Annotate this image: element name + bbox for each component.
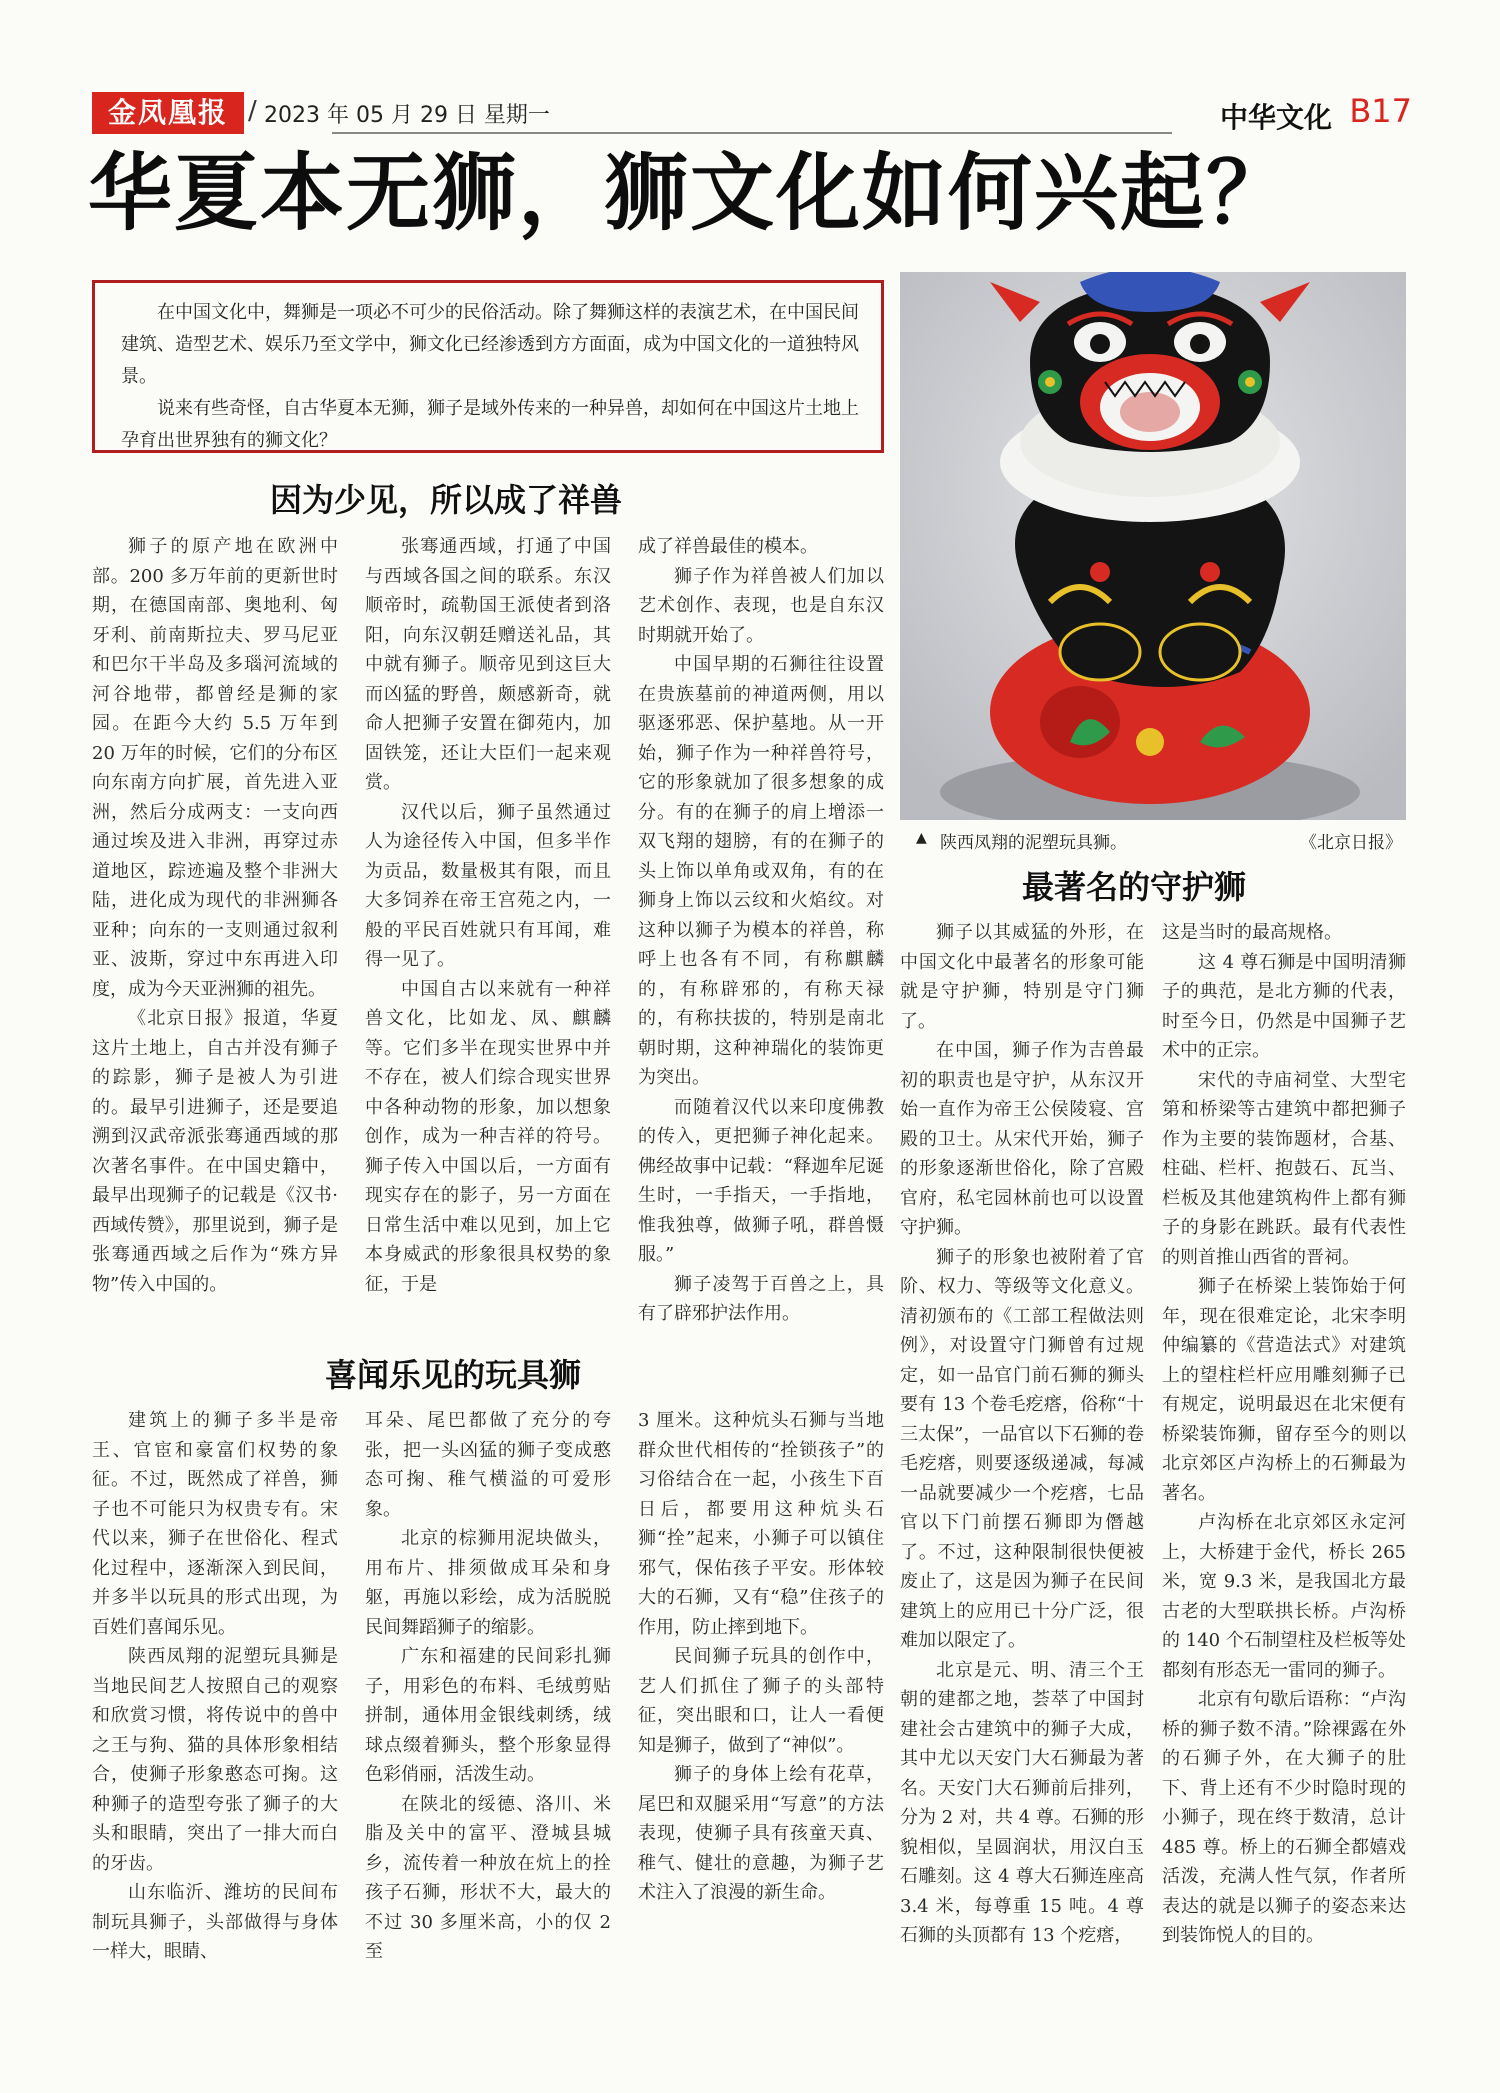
clay-lion-illustration: [900, 272, 1406, 820]
paragraph: 汉代以后，狮子虽然通过人为途径传入中国，但多半作为贡品，数量极其有限，而且大多饲养在帝王宫苑之内，一般的平民百姓就只有耳闻，难得一见了。: [365, 801, 611, 970]
paragraph: 3 厘米。这种炕头石狮与当地群众世代相传的“拴锁孩子”的习俗结合在一起，小孩生下百日后，都要用这种炕头石狮“拴”起来，小狮子可以镇住邪气，保佑孩子平安。形体较大的石狮，又有“稳”住孩子的作用，防止摔到地下。: [638, 1410, 884, 1638]
paragraph: 宋代的寺庙祠堂、大型宅第和桥梁等古建筑中都把狮子作为主要的装饰题材，合基、柱础、栏杆、抱鼓石、瓦当、栏板及其他建筑构件上都有狮子的身影在跳跃。最有代表性的则首推山西省的晋祠。: [1162, 1069, 1406, 1268]
section-1-columns: [92, 532, 884, 1342]
paragraph: 狮子凌驾于百兽之上，具有了辟邪护法作用。: [638, 1273, 884, 1324]
paragraph: 建筑上的狮子多半是帝王、官宦和豪富们权势的象征。不过，既然成了祥兽，狮子也不可能只为权贵专有。宋代以来，狮子在世俗化、程式化过程中，逐渐深入到民间，并多半以玩具的形式出现，为百姓们喜闻乐见。: [92, 1410, 338, 1638]
paragraph: 狮子在桥梁上装饰始于何年，现在很难定论，北宋李明仲编纂的《营造法式》对建筑上的望柱栏杆应用雕刻狮子已有规定，说明最迟在北宋便有桥梁装饰狮，留存至今的则以北京郊区卢沟桥上的石狮最为著名。: [1162, 1276, 1406, 1504]
paper-logo: 金凤凰报: [92, 92, 244, 134]
paragraph: 北京有句歇后语称：“卢沟桥的狮子数不清。”除裸露在外的石狮子外，在大狮子的肚下、背上还有不少时隐时现的小狮子，现在终于数清，总计485 尊。桥上的石狮全都嬉戏活泼，充满人性气氛，作者所表达的就是以狮子的姿态来达到装饰悦人的目的。: [1162, 1689, 1406, 1946]
intro-paragraph: 在中国文化中，舞狮是一项必不可少的民俗活动。除了舞狮这样的表演艺术，在中国民间建筑、造型艺术、娱乐乃至文学中，狮文化已经渗透到方方面面，成为中国文化的一道独特风景。: [121, 302, 859, 387]
masthead-rule: [332, 132, 1172, 134]
headline: 华夏本无狮，狮文化如何兴起？: [88, 144, 1293, 242]
issue-date: / 2023 年 05 月 29 日 星期一: [264, 98, 550, 129]
section-title-3: 喜闻乐见的玩具狮: [325, 1356, 582, 1394]
section-2-col-2: [1162, 918, 1406, 2048]
section-name: 中华文化: [1219, 101, 1332, 134]
photo-caption: [900, 826, 1406, 856]
caption-text: 陕西凤翔的泥塑玩具狮。: [940, 833, 1127, 853]
section-3-col-2: [365, 1406, 611, 2046]
section-1-col-3: [638, 532, 884, 1342]
paragraph: 北京是元、明、清三个王朝的建都之地，荟萃了中国封建社会古建筑中的狮子大成，其中尤以天安门大石狮最为著名。天安门大石狮前后排列，分为 2 对，共 4 尊。石狮的形貌相似，呈圆润状，用汉白玉石雕刻。这 4 尊大石狮连座高 3.4 米，每尊重 15 吨。4 尊石狮的头顶都有 13 个疙瘩，: [900, 1659, 1144, 1946]
paragraph: 民间狮子玩具的创作中，艺人们抓住了狮子的头部特征，突出眼和口，让人一看便知是狮子，做到了“神似”。: [638, 1646, 884, 1756]
intro-box: [92, 280, 884, 453]
intro-paragraph: 说来有些奇怪，自古华夏本无狮，狮子是域外传来的一种异兽，却如何在中国这片土地上孕育出世界独有的狮文化？: [121, 398, 859, 451]
masthead: [92, 92, 1412, 134]
paragraph: 狮子作为祥兽被人们加以艺术创作、表现，也是自东汉时期就开始了。: [638, 565, 884, 646]
section-2-columns: [900, 918, 1406, 2048]
paragraph: 卢沟桥在北京郊区永定河上，大桥建于金代，桥长 265 米，宽 9.3 米，是我国北方最古老的大型联拱长桥。卢沟桥的 140 个石制望柱及栏板等处都刻有形态无一雷同的狮子。: [1162, 1512, 1406, 1681]
paragraph: 这是当时的最高规格。: [1162, 922, 1342, 943]
paragraph: 张骞通西域，打通了中国与西域各国之间的联系。东汉顺帝时，疏勒国王派使者到洛阳，向东汉朝廷赠送礼品，其中就有狮子。顺帝见到这巨大而凶猛的野兽，颇感新奇，就命人把狮子安置在御苑内，加固铁笼，还让大臣们一起来观赏。: [365, 536, 611, 793]
triangle-marker-icon: ▲: [916, 830, 927, 846]
section-1-col-2: [365, 532, 611, 1342]
clay-lion-photo: [900, 272, 1406, 820]
paragraph: 这 4 尊石狮是中国明清狮子的典范，是北方狮的代表，时至今日，仍然是中国狮子艺术中的正宗。: [1162, 951, 1406, 1061]
paragraph: 广东和福建的民间彩扎狮子，用彩色的布料、毛绒剪贴拼制，通体用金银线刺绣，绒球点缀着狮头，整个形象显得色彩俏丽，活泼生动。: [365, 1646, 611, 1785]
section-3-columns: [92, 1406, 884, 2046]
paragraph: 狮子的原产地在欧洲中部。200 多万年前的更新世时期，在德国南部、奥地利、匈牙利、前南斯拉夫、罗马尼亚和巴尔干半岛及多瑙河流域的河谷地带，都曾经是狮的家园。在距今大约 5.5 万年到 20 万年的时候，它们的分布区向东南方向扩展，首先进入亚洲，然后分成两支：一支向西通过埃及进入非洲，再穿过赤道地区，踪迹遍及整个非洲大陆，进化成为现代的非洲狮各亚种；向东的一支则通过叙利亚、波斯，穿过中东再进入印度，成为今天亚洲狮的祖先。: [92, 536, 338, 1000]
paragraph: 耳朵、尾巴都做了充分的夸张，把一头凶猛的狮子变成憨态可掬、稚气横溢的可爱形象。: [365, 1410, 611, 1520]
caption-source: 《北京日报》: [1300, 833, 1402, 853]
section-3-col-3: [638, 1406, 884, 2046]
paragraph: 中国早期的石狮往往设置在贵族墓前的神道两侧，用以驱逐邪恶、保护墓地。从一开始，狮子作为一种祥兽符号，它的形象就加了很多想象的成分。有的在狮子的肩上增添一双飞翔的翅膀，有的在狮子的头上饰以单角或双角，有的在狮身上饰以云纹和火焰纹。对这种以狮子为模本的祥兽，称呼上也各有不同，有称麒麟的，有称辟邪的，有称天禄的，有称扶拔的，特别是南北朝时期，这种神瑞化的装饰更为突出。: [638, 654, 884, 1088]
paragraph: 狮子以其威猛的外形，在中国文化中最著名的形象可能就是守护狮，特别是守门狮了。: [900, 922, 1144, 1032]
section-3-col-1: [92, 1406, 338, 2046]
paragraph: 狮子的身体上绘有花草，尾巴和双腿采用“写意”的方法表现，使狮子具有孩童天真、稚气、健壮的意趣，为狮子艺术注入了浪漫的新生命。: [638, 1764, 884, 1903]
paragraph: 北京的棕狮用泥块做头，用布片、排须做成耳朵和身躯，再施以彩绘，成为活脱脱民间舞蹈狮子的缩影。: [365, 1528, 611, 1638]
page-number: B17: [1349, 92, 1412, 130]
paragraph: 而随着汉代以来印度佛教的传入，更把狮子神化起来。佛经故事中记载：“释迦牟尼诞生时，一手指天，一手指地，惟我独尊，做狮子吼，群兽慑服。”: [638, 1096, 884, 1265]
paragraph: 在中国，狮子作为吉兽最初的职责也是守护，从东汉开始一直作为帝王公侯陵寝、宫殿的卫士。从宋代开始，狮子的形象逐渐世俗化，除了宫殿官府，私宅园林前也可以设置守护狮。: [900, 1040, 1144, 1238]
paragraph: 山东临沂、潍坊的民间布制玩具狮子，头部做得与身体一样大，眼睛、: [92, 1882, 338, 1962]
paragraph: 中国自古以来就有一种祥兽文化，比如龙、凤、麒麟等。它们多半在现实世界中并不存在，被人们综合现实世界中各种动物的形象，加以想象创作，成为一种吉祥的符号。狮子传入中国以后，一方面有现实存在的影子，另一方面在日常生活中难以见到，加上它本身威武的形象很具权势的象征，于是: [365, 978, 611, 1295]
paragraph: 在陕北的绥德、洛川、米脂及关中的富平、澄城县城乡，流传着一种放在炕上的拴孩子石狮，形状不大，最大的不过 30 多厘米高，小的仅 2 至: [365, 1793, 611, 1962]
section-title-2: 最著名的守护狮: [1022, 868, 1247, 906]
section-title-1: 因为少见，所以成了祥兽: [270, 481, 623, 519]
section-1-col-1: [92, 532, 338, 1342]
paragraph: 《北京日报》报道，华夏这片土地上，自古并没有狮子的踪影，狮子是被人为引进的。最早引进狮子，还是要追溯到汉武帝派张骞通西域的那次著名事件。在中国史籍中，最早出现狮子的记载是《汉书·西域传赞》，那里说到，狮子是张骞通西域之后作为“殊方异物”传入中国的。: [92, 1008, 338, 1295]
paragraph: 成了祥兽最佳的模本。: [638, 536, 818, 557]
section-2-col-1: [900, 918, 1144, 2048]
paragraph: 狮子的形象也被附着了官阶、权力、等级等文化意义。清初颁布的《工部工程做法则例》，对设置守门狮曾有过规定，如一品官门前石狮的狮头要有 13 个卷毛疙瘩，俗称“十三太保”，一品官以下石狮的卷毛疙瘩，则要逐级递减，每减一品就要减少一个疙瘩，七品官以下门前摆石狮即为僭越了。不过，这种限制很快便被废止了，这是因为狮子在民间建筑上的应用已十分广泛，很难加以限定了。: [900, 1246, 1144, 1651]
paragraph: 陕西凤翔的泥塑玩具狮是当地民间艺人按照自己的观察和欣赏习惯，将传说中的兽中之王与狗、猫的具体形象相结合，使狮子形象憨态可掬。这种狮子的造型夸张了狮子的大头和眼睛，突出了一排大而白的牙齿。: [92, 1646, 338, 1874]
